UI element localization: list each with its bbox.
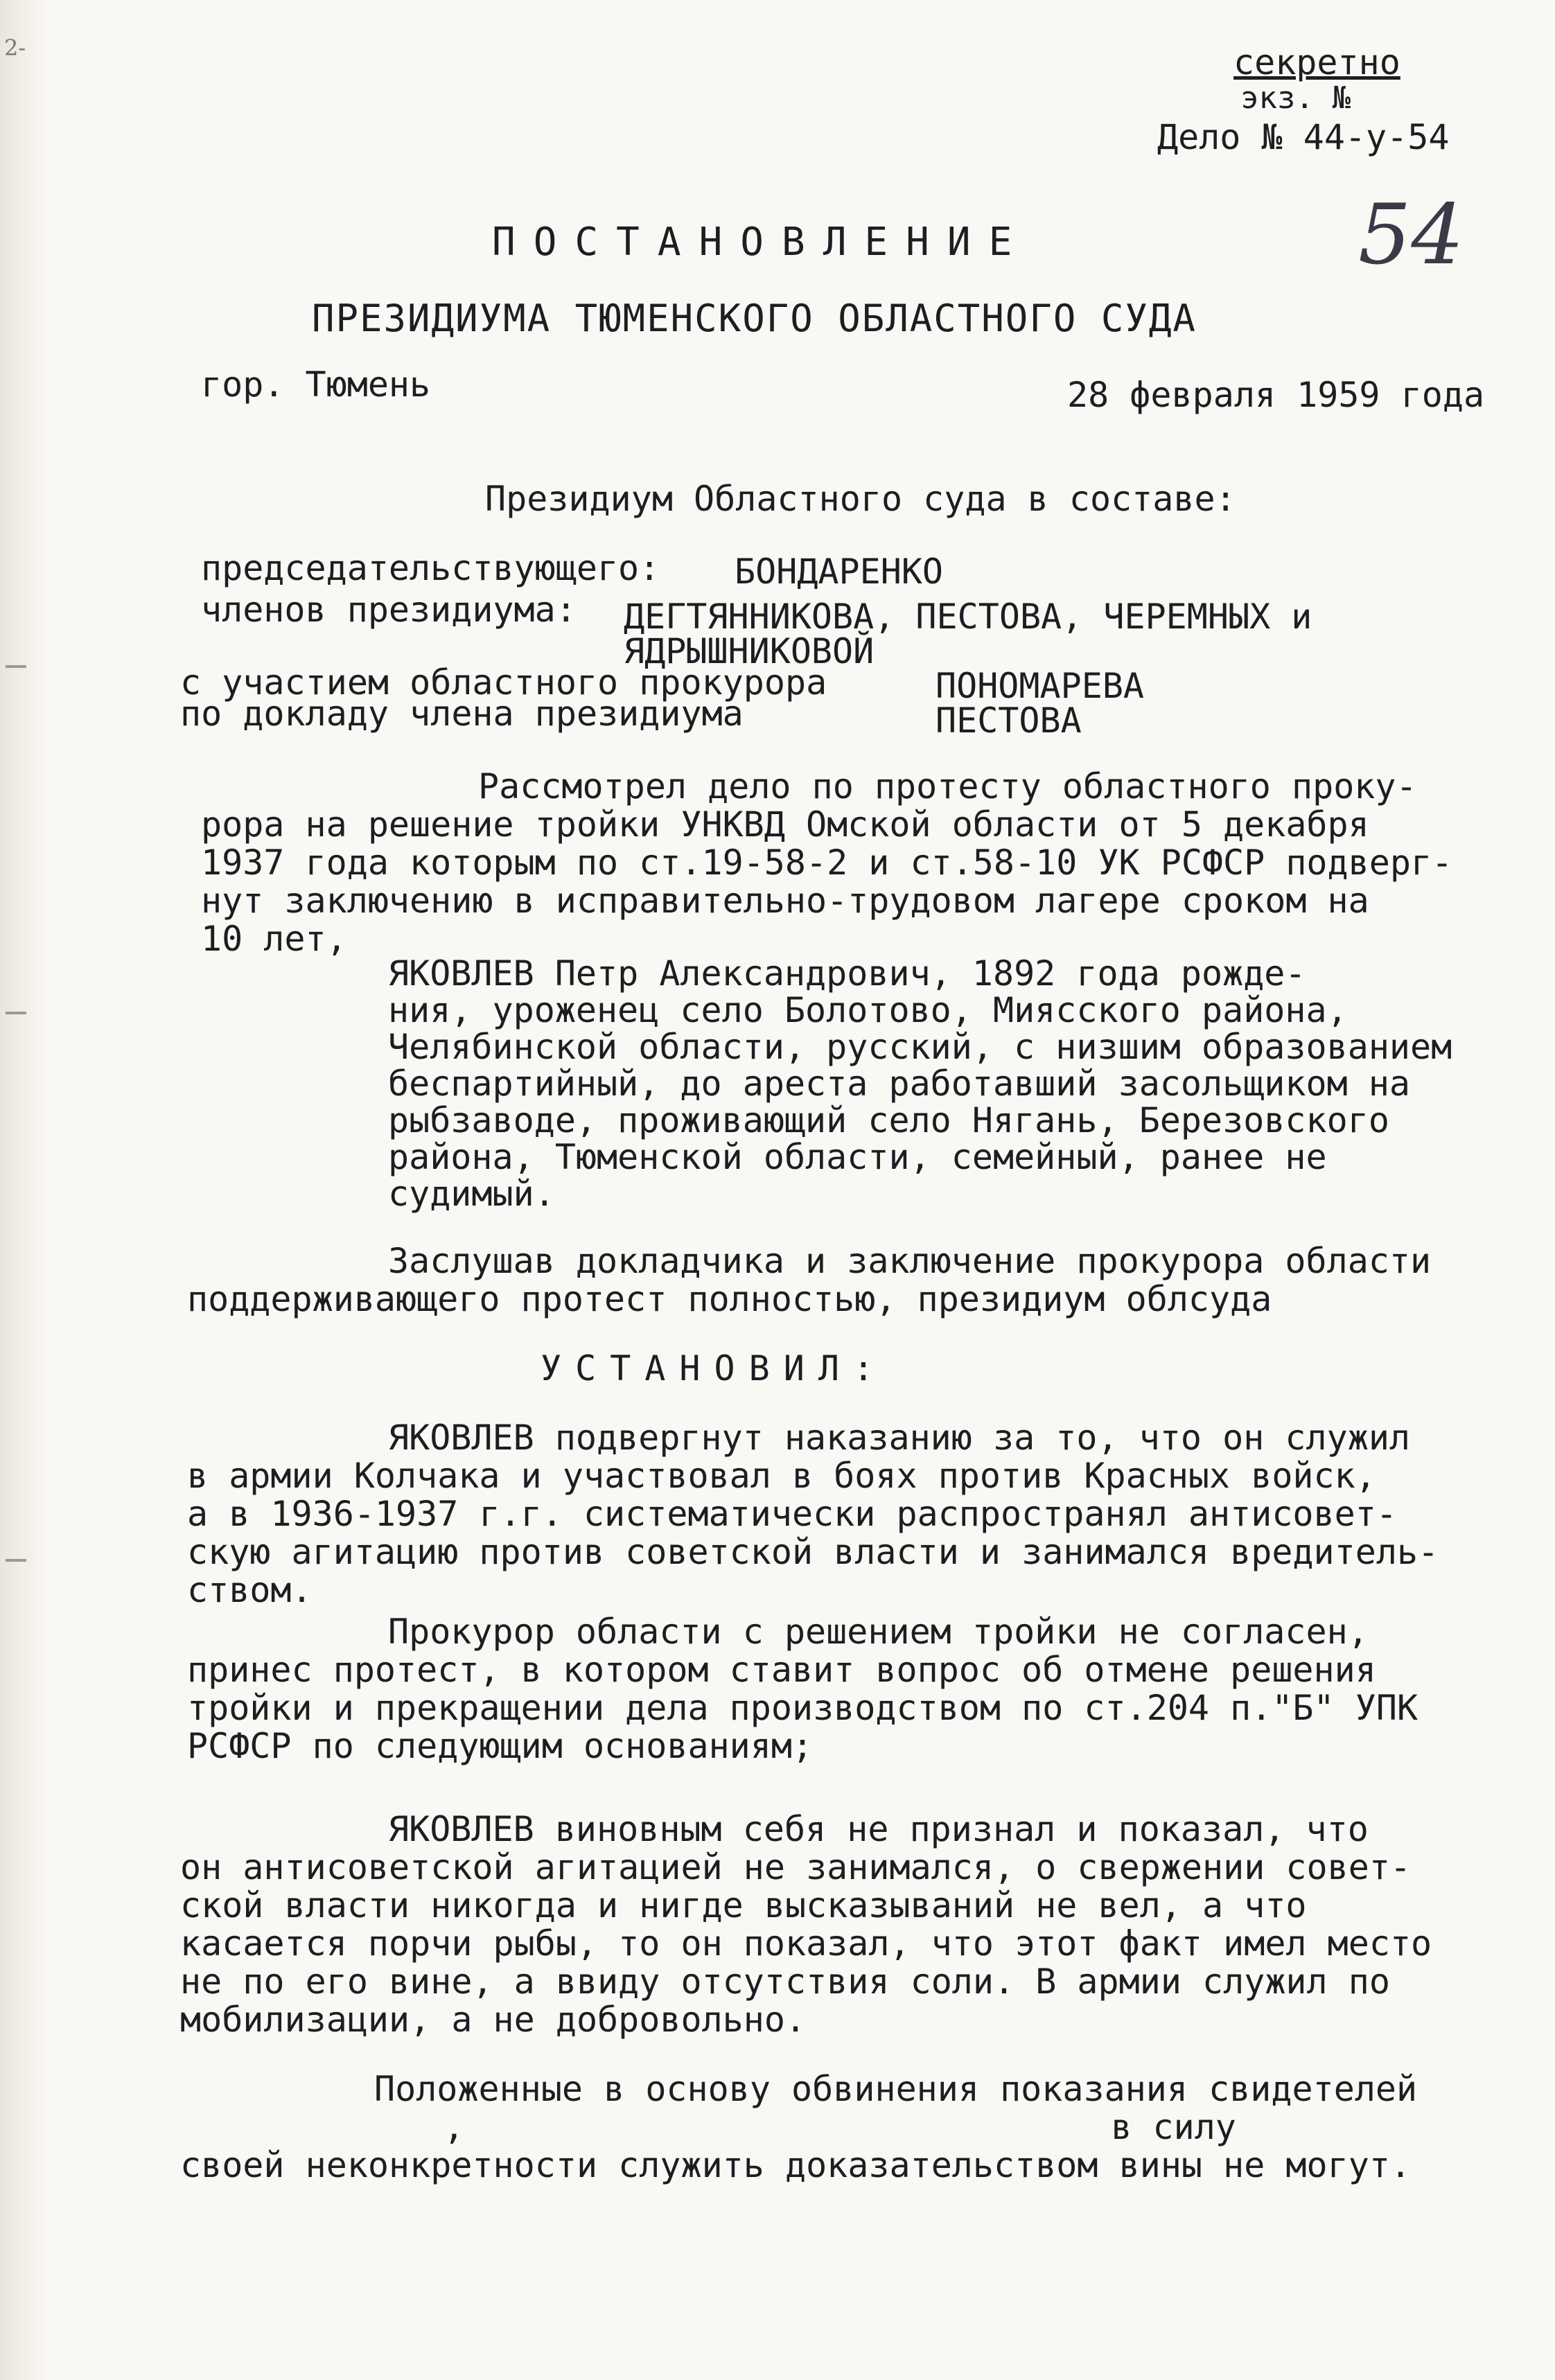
paragraph-line: не по его вине, а ввиду отсутствия соли. В армии служил по [180,1962,1390,2002]
paragraph-line: тройки и прекращении дела производством по ст.204 п."Б" УПК [187,1688,1418,1728]
defendant-line: ния, уроженец село Болотово, Миясского района, [388,990,1348,1030]
date: 28 февраля 1959 года [1067,375,1485,415]
paragraph-line: Положенные в основу обвинения показания свидетелей [374,2069,1418,2109]
section-heading: УСТАНОВИЛ: [541,1348,888,1389]
document-subtitle: ПРЕЗИДИУМА ТЮМЕНСКОГО ОБЛАСТНОГО СУДА [312,297,1197,340]
paragraph-line: он антисоветской агитацией не занимался, о свержении совет- [180,1847,1412,1887]
paragraph-line: , в силу [443,2107,1236,2147]
reporter-name: ПЕСТОВА [935,700,1082,741]
binding-edge [0,0,49,2380]
paragraph-line: в армии Колчака и участвовал в боях против Красных войск, [187,1456,1376,1496]
paragraph-line: скую агитацию против советской власти и занимался вредитель- [187,1532,1439,1572]
paragraph-line: РСФСР по следующим основаниям; [187,1726,814,1766]
members-names-line2: ЯДРЫШНИКОВОЙ [624,631,875,671]
paragraph-line: поддерживающего протест полностью, президиум облсуда [187,1279,1272,1319]
members-names-line1: ДЕГТЯННИКОВА, ПЕСТОВА, ЧЕРЕМНЫХ и [624,597,1312,637]
paragraph-line: 1937 года которым по ст.19-58-2 и ст.58-10 УК РСФСР подверг- [201,843,1453,883]
copy-label: экз. № [1240,80,1351,116]
chair-name: БОНДАРЕНКО [735,552,944,592]
chair-label: председательствующего: [201,548,660,588]
binding-mark [6,1559,26,1562]
document-title: ПОСТАНОВЛЕНИЕ [492,220,1030,265]
prosecutor-label: с участием областного прокурора [180,662,827,703]
paragraph-line: нут заключению в исправительно-трудовом лагере сроком на [201,881,1369,921]
reporter-label: по докладу члена президиума [180,694,744,734]
composition-intro: Президиум Областного суда в составе: [485,479,1236,519]
place: гор. Тюмень [201,364,431,405]
folio-number-handwritten: 54 [1358,187,1464,283]
binding-mark [6,665,26,668]
paragraph-line: Прокурор области с решением тройки не согласен, [388,1612,1369,1652]
paragraph-line: а в 1936-1937 г.г. систематически распространял антисовет- [187,1494,1397,1534]
secret-label: секретно [1233,42,1400,82]
case-number: Дело № 44-у-54 [1157,117,1450,157]
paragraph-line: мобилизации, а не добровольно. [180,2000,807,2040]
paragraph-line: Рассмотрел дело по протесту областного проку- [478,766,1417,806]
paragraph-line: ством. [187,1570,313,1610]
members-label: членов президиума: [201,590,577,630]
defendant-line: района, Тюменской области, семейный, ранее не [388,1137,1327,1177]
paragraph-line: ЯКОВЛЕВ подвергнут наказанию за то, что он служил [388,1418,1411,1458]
defendant-line: рыбзаводе, проживающий село Нягань, Березовского [388,1100,1389,1140]
paragraph-line: рора на решение тройки УНКВД Омской области от 5 декабря [201,804,1369,845]
defendant-line: судимый. [388,1174,555,1214]
defendant-line: ЯКОВЛЕВ Петр Александрович, 1892 года рожде- [388,953,1306,994]
prosecutor-name: ПОНОМАРЕВА [935,666,1145,706]
paragraph-line: ской власти никогда и нигде высказываний не вел, а что [180,1885,1307,1925]
paragraph-line: 10 лет, [201,919,347,959]
margin-mark: 2- [4,35,26,61]
binding-mark [6,1012,26,1014]
defendant-line: Челябинской области, русский, с низшим образованием [388,1027,1452,1067]
paragraph-line: касается порчи рыбы, то он показал, что этот факт имел место [180,1923,1432,1964]
defendant-line: беспартийный, до ареста работавший засольщиком на [388,1064,1411,1104]
paragraph-line: принес протест, в котором ставит вопрос об отмене решения [187,1650,1376,1690]
paragraph-line: Заслушав докладчика и заключение прокурора области [388,1241,1432,1281]
paragraph-line: ЯКОВЛЕВ виновным себя не признал и показал, что [388,1809,1369,1849]
paragraph-line: своей неконкретности служить доказательством вины не могут. [180,2145,1412,2185]
